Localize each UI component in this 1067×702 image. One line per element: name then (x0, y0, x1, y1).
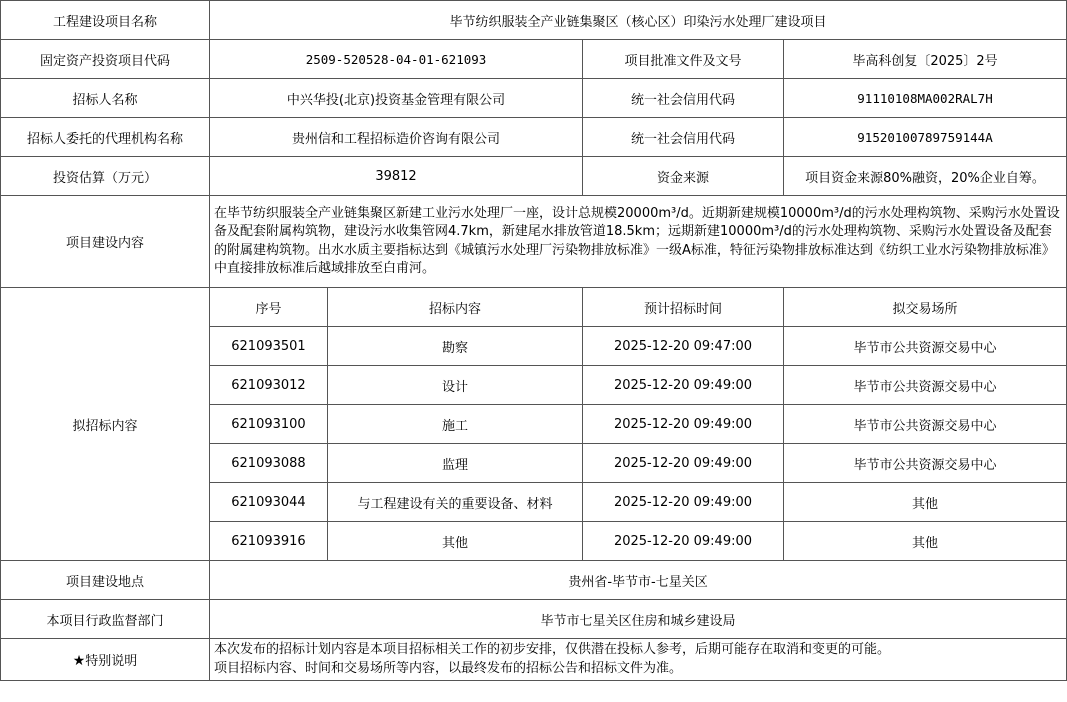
tender-content: 勘察 (328, 327, 583, 366)
label-special-note (1, 639, 210, 681)
value-agent-credit-code: 91520100789759144A (784, 118, 1067, 157)
tender-seq: 621093916 (210, 522, 328, 561)
row-construction-content (1, 196, 1067, 288)
label-tenderer: 招标人名称 (1, 79, 210, 118)
special-note-line-2: 项目招标内容、时间和交易场所等内容，以最终发布的招标公告和招标文件为准。 (214, 660, 683, 676)
value-fixed-asset-code: 2509-520528-04-01-621093 (210, 40, 583, 79)
tender-venue: 毕节市公共资源交易中心 (784, 327, 1067, 366)
value-construction-content: 在毕节纺织服装全产业链集聚区新建工业污水处理厂一座，设计总规模20000m³/d。近期新建规模10000m³/d的污水处理构筑物、采购污水处置设备及配套附属构筑物，建设污水收集管网4.7km，新建尾水排放管道18.5km；远期新建10000m³/d的污水处理构筑物、采购污水处置设备及配套的附属建构筑物。出水水质主要指标达到《城镇污水处理厂污染物排放标准》一级A标准，特征污染物排放标准达到《纺织工业水污染物排放标准》中直接排放标准后越域排放至白甫河。 (210, 196, 1067, 288)
tender-time: 2025-12-20 09:49:00 (583, 444, 784, 483)
special-note-line-1: 本次发布的招标计划内容是本项目招标相关工作的初步安排，仅供潜在投标人参考，后期可能存在取消和变更的可能。 (214, 642, 891, 657)
tender-seq: 621093501 (210, 327, 328, 366)
label-fixed-asset-code: 固定资产投资项目代码 (1, 40, 210, 79)
label-agent: 招标人委托的代理机构名称 (1, 118, 210, 157)
star-icon: ★ (72, 653, 86, 669)
tender-header-venue: 拟交易场所 (784, 288, 1067, 327)
label-supervisor: 本项目行政监督部门 (1, 600, 210, 639)
tender-venue: 其他 (784, 483, 1067, 522)
tender-venue: 毕节市公共资源交易中心 (784, 444, 1067, 483)
tender-seq: 621093100 (210, 405, 328, 444)
label-location: 项目建设地点 (1, 561, 210, 600)
tender-time: 2025-12-20 09:49:00 (583, 366, 784, 405)
tender-content: 监理 (328, 444, 583, 483)
row-agent (1, 118, 1067, 157)
tender-seq: 621093088 (210, 444, 328, 483)
row-location (1, 561, 1067, 600)
value-fund-source: 项目资金来源80%融资，20%企业自筹。 (784, 157, 1067, 196)
label-construction-content: 项目建设内容 (1, 196, 210, 288)
value-tenderer-credit-code: 91110108MA002RAL7H (784, 79, 1067, 118)
tender-time: 2025-12-20 09:49:00 (583, 483, 784, 522)
value-tenderer: 中兴华投(北京)投资基金管理有限公司 (210, 79, 583, 118)
tender-venue: 毕节市公共资源交易中心 (784, 405, 1067, 444)
value-agent: 贵州信和工程招标造价咨询有限公司 (210, 118, 583, 157)
tender-content: 其他 (328, 522, 583, 561)
tender-content: 施工 (328, 405, 583, 444)
tender-header-time: 预计招标时间 (583, 288, 784, 327)
value-supervisor: 毕节市七星关区住房和城乡建设局 (210, 600, 1067, 639)
label-planned-tender: 拟招标内容 (1, 288, 210, 561)
value-location: 贵州省-毕节市-七星关区 (210, 561, 1067, 600)
tender-venue: 其他 (784, 522, 1067, 561)
row-special-note (1, 639, 1067, 681)
label-tenderer-credit-code: 统一社会信用代码 (583, 79, 784, 118)
label-project-name: 工程建设项目名称 (1, 1, 210, 40)
tender-seq: 621093012 (210, 366, 328, 405)
tender-content: 与工程建设有关的重要设备、材料 (328, 483, 583, 522)
label-approval-doc: 项目批准文件及文号 (583, 40, 784, 79)
row-tenderer (1, 79, 1067, 118)
value-investment: 39812 (210, 157, 583, 196)
row-investment (1, 157, 1067, 196)
tender-header-row (1, 288, 1067, 327)
row-project-name (1, 1, 1067, 40)
label-investment: 投资估算（万元） (1, 157, 210, 196)
value-special-note (210, 639, 1067, 681)
row-fixed-asset-code (1, 40, 1067, 79)
tender-venue: 毕节市公共资源交易中心 (784, 366, 1067, 405)
tender-time: 2025-12-20 09:49:00 (583, 522, 784, 561)
value-project-name: 毕节纺织服装全产业链集聚区（核心区）印染污水处理厂建设项目 (210, 1, 1067, 40)
tender-header-seq: 序号 (210, 288, 328, 327)
tender-time: 2025-12-20 09:49:00 (583, 405, 784, 444)
row-supervisor (1, 600, 1067, 639)
tender-time: 2025-12-20 09:47:00 (583, 327, 784, 366)
tender-header-content: 招标内容 (328, 288, 583, 327)
tender-content: 设计 (328, 366, 583, 405)
value-approval-doc: 毕高科创复〔2025〕2号 (784, 40, 1067, 79)
label-agent-credit-code: 统一社会信用代码 (583, 118, 784, 157)
special-note-label: 特别说明 (85, 654, 138, 669)
label-fund-source: 资金来源 (583, 157, 784, 196)
tender-seq: 621093044 (210, 483, 328, 522)
